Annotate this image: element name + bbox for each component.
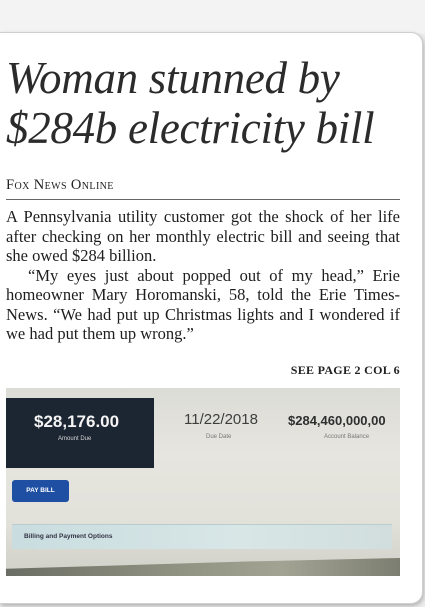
news-card	[0, 32, 423, 604]
photo-edge-shadow	[6, 558, 400, 576]
account-balance-value: $284,460,000,00	[288, 413, 386, 428]
bill-screenshot-photo	[6, 388, 400, 576]
due-date-value: 11/22/2018	[184, 411, 258, 428]
pay-bill-button: PAY BILL	[12, 480, 69, 502]
due-date-label: Due Date	[206, 434, 232, 440]
paragraph: “My eyes just about popped out of my head,” Erie homeowner Mary Horomanski, 58, told the Erie Times-News. “We had put up Christmas lights and I wondered if we had put them up wrong.”	[6, 265, 400, 343]
paragraph: A Pennsylvania utility customer got the shock of her life after checking on her monthly electric bill and seeing that she owed $284 billion.	[6, 207, 400, 265]
amount-due-panel	[6, 398, 154, 468]
continuation-note: SEE PAGE 2 COL 6	[290, 363, 400, 377]
amount-due-label: Amount Due	[58, 436, 92, 442]
top-strip	[0, 0, 425, 34]
amount-due-value: $28,176.00	[34, 412, 120, 431]
account-balance-label: Account Balance	[324, 434, 370, 440]
divider	[6, 199, 400, 200]
source-byline: Fox News Online	[6, 177, 114, 193]
headline: Woman stunned by $284b electricity bill	[6, 53, 375, 153]
article-body	[6, 207, 400, 344]
billing-options-label: Billing and Payment Options	[24, 533, 113, 540]
billing-options-bar	[12, 524, 392, 549]
